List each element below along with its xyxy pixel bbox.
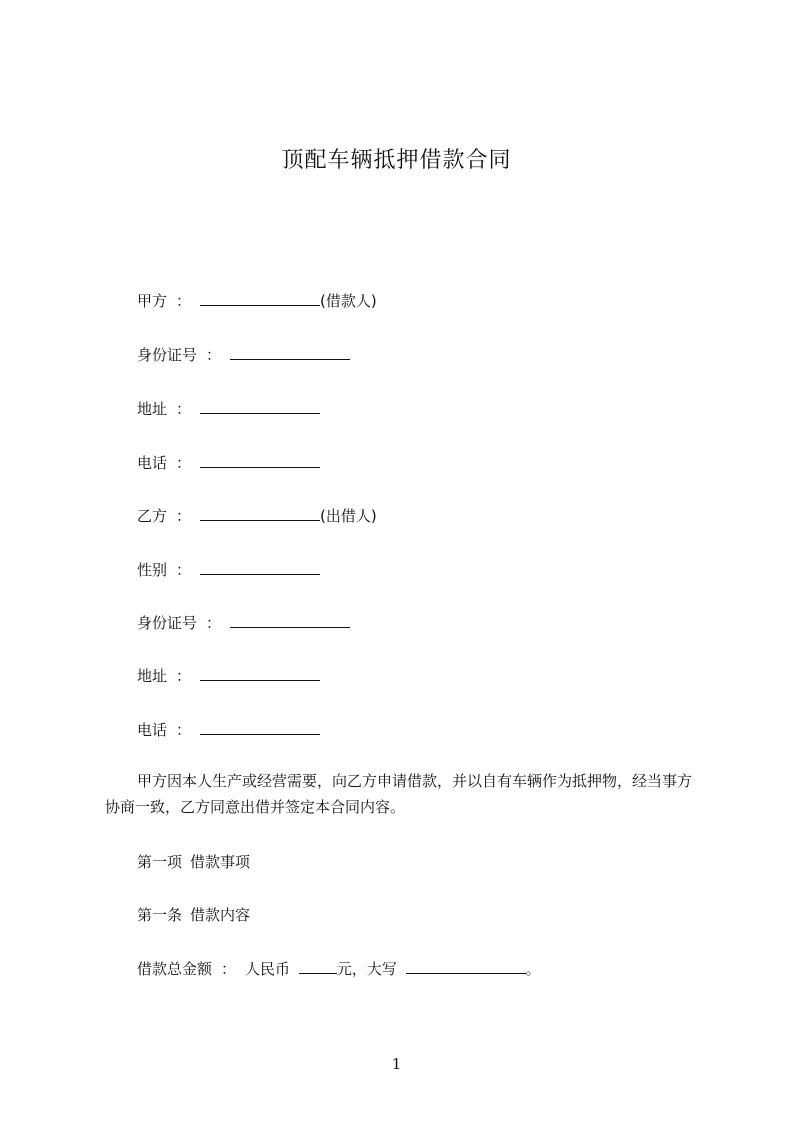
party-a-phone-blank (200, 453, 320, 468)
party-b-gender-field (137, 560, 320, 580)
party-b-gender-blank (200, 560, 320, 575)
colon: ： (176, 721, 192, 739)
colon: ： (176, 292, 192, 310)
party-b-address-label: 地址 (137, 667, 168, 685)
party-b-name-blank (200, 506, 320, 521)
party-b-name-field (137, 506, 377, 526)
party-a-role: (借款人) (320, 292, 377, 310)
party-a-address-blank (200, 399, 320, 414)
colon: ： (176, 667, 192, 685)
colon: ： (176, 400, 192, 418)
article-heading (137, 905, 250, 925)
colon: ： (206, 614, 222, 632)
party-b-name-label: 乙方 (137, 507, 168, 525)
party-b-id-label: 身份证号 (137, 614, 198, 632)
amount-figures-blank (299, 959, 337, 974)
colon: ： (176, 561, 192, 579)
loan-amount-label: 借款总金额 (137, 960, 213, 978)
document-title: 顶配车辆抵押借款合同 (281, 148, 512, 173)
party-a-id-blank (230, 345, 350, 360)
party-a-address-field (137, 399, 320, 419)
page-number: 1 (391, 1055, 402, 1073)
party-a-phone-field (137, 453, 320, 473)
party-b-address-blank (200, 666, 320, 681)
section-heading (137, 852, 250, 872)
party-a-name-field (137, 291, 377, 311)
party-a-id-label: 身份证号 (137, 346, 198, 364)
party-b-id-blank (230, 613, 350, 628)
party-a-id-field (137, 345, 350, 365)
party-b-phone-blank (200, 720, 320, 735)
colon: ： (176, 454, 192, 472)
section-title: 借款事项 (190, 853, 251, 871)
party-b-phone-field (137, 720, 320, 740)
party-a-phone-label: 电话 (137, 454, 168, 472)
party-b-address-field (137, 666, 320, 686)
colon: ： (176, 507, 192, 525)
section-number: 第一项 (137, 853, 183, 871)
party-b-role: (出借人) (320, 507, 377, 525)
party-a-name-label: 甲方 (137, 292, 168, 310)
colon: ： (221, 960, 237, 978)
colon: ： (206, 346, 222, 364)
party-a-address-label: 地址 (137, 400, 168, 418)
loan-amount-line (137, 959, 541, 979)
party-b-phone-label: 电话 (137, 721, 168, 739)
intro-paragraph-text: 甲方因本人生产或经营需要，向乙方申请借款，并以自有车辆作为抵押物，经当事方协商一致，乙方同意出借并签定本合同内容。 (105, 772, 693, 816)
amount-unit-text: 元，大写 (336, 960, 397, 978)
article-number: 第一条 (137, 906, 183, 924)
party-b-gender-label: 性别 (137, 561, 168, 579)
article-title: 借款内容 (190, 906, 251, 924)
party-a-name-blank (200, 291, 320, 306)
amount-words-blank (406, 959, 526, 974)
sentence-end: 。 (525, 960, 541, 978)
party-b-id-field (137, 613, 350, 633)
intro-paragraph (105, 768, 705, 820)
currency-label: 人民币 (245, 960, 291, 978)
